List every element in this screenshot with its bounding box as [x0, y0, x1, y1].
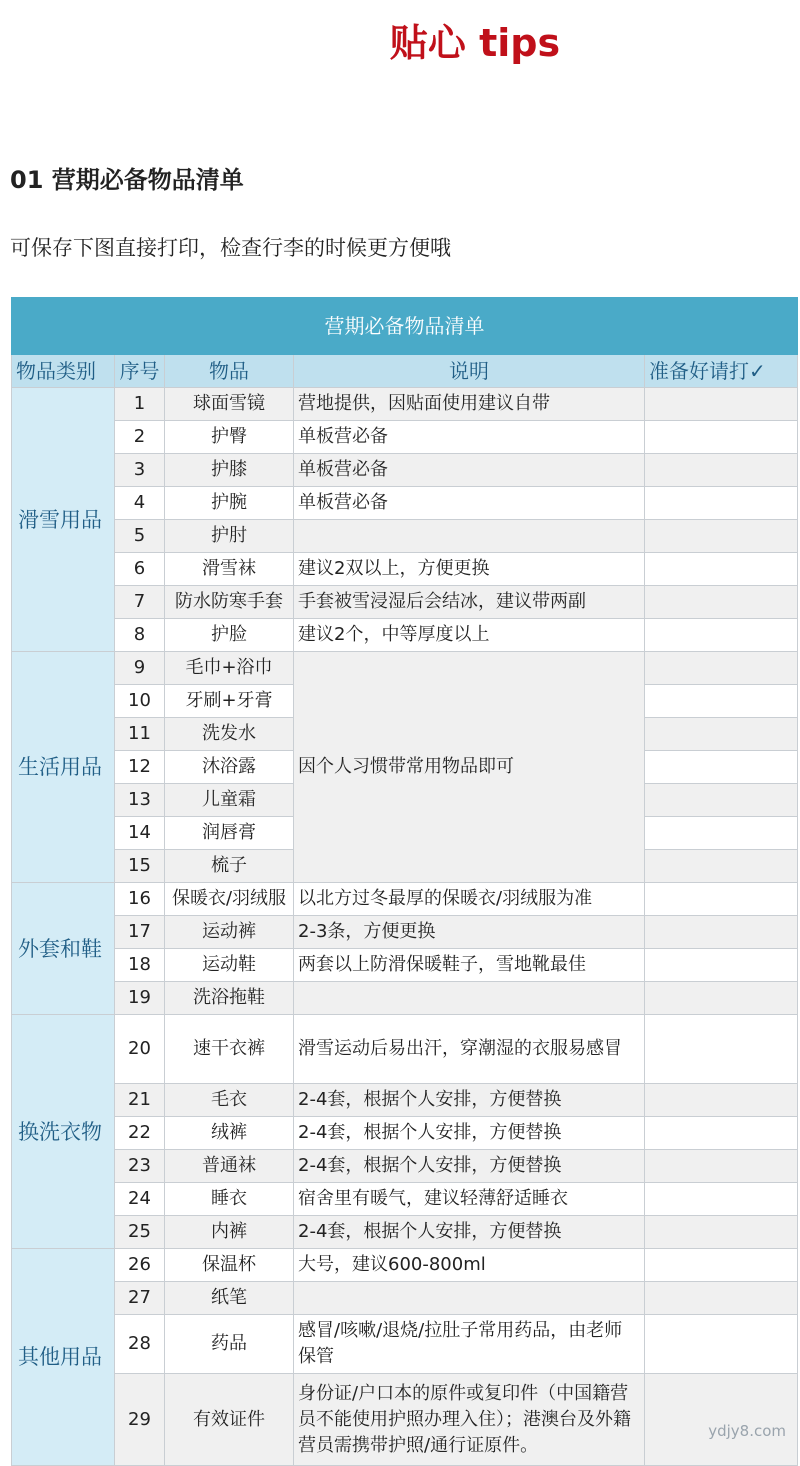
row-number: 23: [115, 1150, 165, 1183]
section-heading: 01 营期必备物品清单: [10, 166, 244, 194]
row-item: 毛巾+浴巾: [165, 652, 294, 685]
row-item: 儿童霜: [165, 784, 294, 817]
table-banner-row: [12, 298, 798, 355]
row-description: 2-4套，根据个人安排，方便替换: [294, 1084, 645, 1117]
row-description: 单板营必备: [294, 454, 645, 487]
row-number: 25: [115, 1216, 165, 1249]
row-item: 梳子: [165, 850, 294, 883]
table-banner: 营期必备物品清单: [12, 298, 798, 355]
table-row: [12, 1249, 798, 1282]
row-description: [294, 1282, 645, 1315]
checklist-table-container: [11, 297, 797, 1466]
row-item: 护膝: [165, 454, 294, 487]
row-item: 药品: [165, 1315, 294, 1374]
row-number: 5: [115, 520, 165, 553]
row-item: 保暖衣/羽绒服: [165, 883, 294, 916]
row-number: 12: [115, 751, 165, 784]
row-description: [294, 982, 645, 1015]
check-cell[interactable]: [645, 421, 798, 454]
table-body: [12, 388, 798, 1466]
row-number: 21: [115, 1084, 165, 1117]
check-cell[interactable]: [645, 454, 798, 487]
row-number: 10: [115, 685, 165, 718]
table-row: [12, 1315, 798, 1374]
check-cell[interactable]: [645, 817, 798, 850]
row-item: 纸笔: [165, 1282, 294, 1315]
table-row: [12, 1183, 798, 1216]
header-check: 准备好请打✓: [645, 355, 798, 388]
table-row: [12, 982, 798, 1015]
row-item: 洗发水: [165, 718, 294, 751]
table-row: [12, 916, 798, 949]
table-row: [12, 652, 798, 685]
row-number: 8: [115, 619, 165, 652]
header-description: 说明: [294, 355, 645, 388]
row-item: 内裤: [165, 1216, 294, 1249]
header-item: 物品: [165, 355, 294, 388]
table-row: [12, 1084, 798, 1117]
check-cell[interactable]: [645, 850, 798, 883]
row-number: 2: [115, 421, 165, 454]
check-cell[interactable]: [645, 619, 798, 652]
row-description: 宿舍里有暖气，建议轻薄舒适睡衣: [294, 1183, 645, 1216]
table-row: [12, 388, 798, 421]
row-item: 牙刷+牙膏: [165, 685, 294, 718]
row-description: 建议2双以上，方便更换: [294, 553, 645, 586]
row-description: [294, 520, 645, 553]
check-cell[interactable]: [645, 1117, 798, 1150]
row-item: 洗浴拖鞋: [165, 982, 294, 1015]
row-number: 15: [115, 850, 165, 883]
table-row: [12, 487, 798, 520]
row-description: 两套以上防滑保暖鞋子，雪地靴最佳: [294, 949, 645, 982]
row-description: 2-4套，根据个人安排，方便替换: [294, 1117, 645, 1150]
row-description: 2-4套，根据个人安排，方便替换: [294, 1150, 645, 1183]
row-number: 14: [115, 817, 165, 850]
row-description: 身份证/户口本的原件或复印件（中国籍营员不能使用护照办理入住）；港澳台及外籍营员需携带护照/通行证原件。: [294, 1374, 645, 1466]
row-number: 13: [115, 784, 165, 817]
row-description: 建议2个，中等厚度以上: [294, 619, 645, 652]
row-number: 3: [115, 454, 165, 487]
row-item: 普通袜: [165, 1150, 294, 1183]
header-category: 物品类别: [12, 355, 115, 388]
check-cell[interactable]: [645, 1015, 798, 1084]
row-item: 护臀: [165, 421, 294, 454]
check-cell[interactable]: [645, 487, 798, 520]
row-number: 20: [115, 1015, 165, 1084]
check-cell[interactable]: [645, 1183, 798, 1216]
row-number: 19: [115, 982, 165, 1015]
check-cell[interactable]: [645, 718, 798, 751]
row-item: 毛衣: [165, 1084, 294, 1117]
row-number: 4: [115, 487, 165, 520]
category-cell: 外套和鞋: [12, 883, 115, 1015]
row-description: 2-3条，方便更换: [294, 916, 645, 949]
table-row: [12, 553, 798, 586]
check-cell[interactable]: [645, 883, 798, 916]
row-number: 22: [115, 1117, 165, 1150]
row-item: 护肘: [165, 520, 294, 553]
row-number: 29: [115, 1374, 165, 1466]
row-description: 单板营必备: [294, 487, 645, 520]
row-description: 感冒/咳嗽/退烧/拉肚子常用药品，由老师保管: [294, 1315, 645, 1374]
row-number: 11: [115, 718, 165, 751]
row-number: 1: [115, 388, 165, 421]
check-cell[interactable]: [645, 784, 798, 817]
row-item: 运动鞋: [165, 949, 294, 982]
checklist-table: [11, 297, 798, 1466]
check-cell[interactable]: [645, 949, 798, 982]
category-cell: 换洗衣物: [12, 1015, 115, 1249]
row-item: 有效证件: [165, 1374, 294, 1466]
check-cell[interactable]: [645, 916, 798, 949]
row-number: 26: [115, 1249, 165, 1282]
watermark: ydjy8.com: [708, 1422, 786, 1440]
table-row: [12, 520, 798, 553]
row-description: 滑雪运动后易出汗，穿潮湿的衣服易感冒: [294, 1015, 645, 1084]
row-item: 防水防寒手套: [165, 586, 294, 619]
row-description: 以北方过冬最厚的保暖衣/羽绒服为准: [294, 883, 645, 916]
check-cell[interactable]: [645, 586, 798, 619]
check-cell[interactable]: [645, 982, 798, 1015]
row-item: 护腕: [165, 487, 294, 520]
row-item: 速干衣裤: [165, 1015, 294, 1084]
row-number: 28: [115, 1315, 165, 1374]
table-row: [12, 619, 798, 652]
category-cell: 滑雪用品: [12, 388, 115, 652]
check-cell[interactable]: [645, 1249, 798, 1282]
row-number: 16: [115, 883, 165, 916]
row-number: 18: [115, 949, 165, 982]
table-row: [12, 883, 798, 916]
table-row: [12, 586, 798, 619]
check-cell[interactable]: [645, 751, 798, 784]
check-cell[interactable]: [645, 1216, 798, 1249]
header-number: 序号: [115, 355, 165, 388]
check-cell[interactable]: [645, 553, 798, 586]
table-row: [12, 454, 798, 487]
table-row: [12, 1374, 798, 1466]
row-number: 27: [115, 1282, 165, 1315]
table-row: [12, 421, 798, 454]
row-description: 营地提供，因贴面使用建议自带: [294, 388, 645, 421]
row-item: 绒裤: [165, 1117, 294, 1150]
check-cell[interactable]: [645, 1315, 798, 1374]
table-row: [12, 1216, 798, 1249]
check-cell[interactable]: [645, 685, 798, 718]
table-row: [12, 1015, 798, 1084]
check-cell[interactable]: [645, 388, 798, 421]
check-cell[interactable]: [645, 520, 798, 553]
check-cell[interactable]: [645, 1150, 798, 1183]
page-title: 贴心 tips: [389, 21, 561, 65]
row-number: 24: [115, 1183, 165, 1216]
row-item: 保温杯: [165, 1249, 294, 1282]
row-item: 球面雪镜: [165, 388, 294, 421]
row-number: 17: [115, 916, 165, 949]
table-header-row: [12, 355, 798, 388]
check-cell[interactable]: [645, 1084, 798, 1117]
check-cell[interactable]: [645, 652, 798, 685]
table-row: [12, 1282, 798, 1315]
row-description-merged: 因个人习惯带常用物品即可: [294, 652, 645, 883]
row-number: 9: [115, 652, 165, 685]
category-cell: 生活用品: [12, 652, 115, 883]
row-item: 润唇膏: [165, 817, 294, 850]
table-row: [12, 1150, 798, 1183]
row-item: 睡衣: [165, 1183, 294, 1216]
row-description: 手套被雪浸湿后会结冰，建议带两副: [294, 586, 645, 619]
row-item: 滑雪袜: [165, 553, 294, 586]
row-description: 单板营必备: [294, 421, 645, 454]
table-row: [12, 949, 798, 982]
row-number: 7: [115, 586, 165, 619]
print-note: 可保存下图直接打印，检查行李的时候更方便哦: [10, 236, 451, 260]
row-description: 大号，建议600-800ml: [294, 1249, 645, 1282]
row-item: 沐浴露: [165, 751, 294, 784]
row-description: 2-4套，根据个人安排，方便替换: [294, 1216, 645, 1249]
row-number: 6: [115, 553, 165, 586]
category-cell: 其他用品: [12, 1249, 115, 1466]
check-cell[interactable]: [645, 1282, 798, 1315]
table-row: [12, 1117, 798, 1150]
row-item: 运动裤: [165, 916, 294, 949]
row-item: 护脸: [165, 619, 294, 652]
check-cell[interactable]: [645, 1374, 798, 1466]
